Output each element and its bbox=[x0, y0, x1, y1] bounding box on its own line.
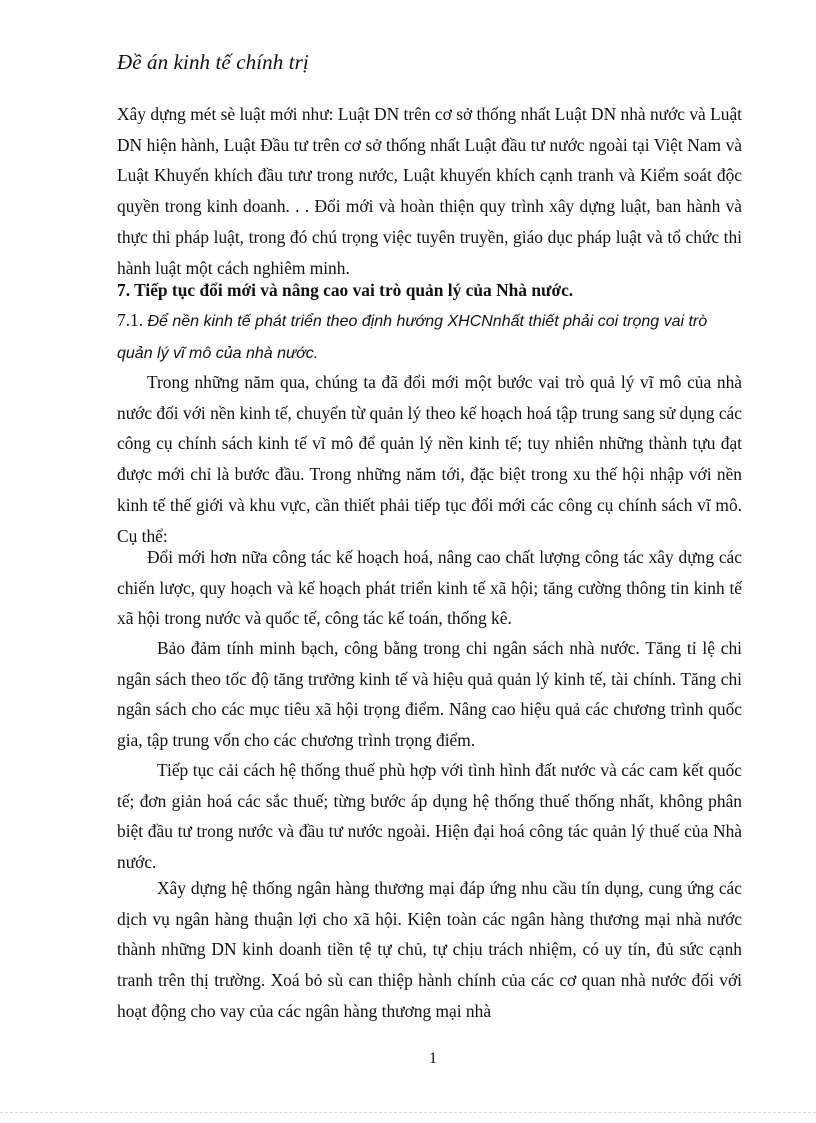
paragraph-2: Đổi mới hơn nữa công tác kế hoạch hoá, nâng cao chất lượng công tác xây dựng các chiến lược, quy hoạch và kế hoạch phát triển kinh tế xã hội; tăng cường thông tin kinh tế xã hội trong nước và quốc tế, công tác kế toán, thống kê. bbox=[117, 547, 742, 629]
paragraph-1: Trong những năm qua, chúng ta đã đổi mới một bước vai trò quả lý vĩ mô của nhà nước đối với nền kinh tế, chuyển từ quản lý theo kế hoạch hoá tập trung sang sử dụng các công cụ chính sách kinh tế vĩ mô để quản lý nền kinh tế; tuy nhiên những thành tựu đạt được mới chỉ là bước đầu. Trong những năm tới, đặc biệt trong xu thế hội nhập với nền kinh tế thế giới và khu vực, cần thiết phải tiếp tục đổi mới các công cụ chính sách vĩ mô. Cụ thể: bbox=[117, 372, 742, 546]
section-7-heading: 7. Tiếp tục đổi mới và nâng cao vai trò quản lý của Nhà nước. bbox=[117, 280, 574, 300]
page-header-title: Đề án kinh tế chính trị bbox=[117, 50, 309, 74]
subsection-7-1 bbox=[117, 305, 747, 369]
paragraph-3: Bảo đảm tính minh bạch, công bằng trong chi ngân sách nhà nước. Tăng tỉ lệ chi ngân sách theo tốc độ tăng trưởng kinh tế và hiệu quả quản lý kinh tế, tài chính. Tăng chi ngân sách cho các mục tiêu xã hội trọng điểm. Nâng cao hiệu quả các chương trình quốc gia, tập trung vốn cho các chương trình trọng điểm. bbox=[117, 638, 742, 751]
page-number: 1 bbox=[429, 1050, 437, 1067]
subsection-title: Để nền kinh tế phát triển theo định hướng XHCNnhất thiết phải coi trọng vai trò quản lý vĩ mô của nhà nước. bbox=[117, 313, 708, 362]
subsection-number: 7.1. bbox=[117, 310, 144, 330]
paragraph-4: Tiếp tục cải cách hệ thống thuế phù hợp với tình hình đất nước và các cam kết quốc tế; đơn giản hoá các sắc thuế; từng bước áp dụng hệ thống thuế thống nhất, không phân biệt đầu tư trong nước và đầu tư nước ngoài. Hiện đại hoá công tác quản lý thuế của Nhà nước. bbox=[117, 760, 742, 873]
page-bottom-divider bbox=[0, 1112, 816, 1113]
intro-paragraph: Xây dựng mét sè luật mới như: Luật DN trên cơ sở thống nhất Luật DN nhà nước và Luật DN hiện hành, Luật Đầu tư trên cơ sở thống nhất Luật đầu tư nước ngoài tại Việt Nam và Luật Khuyến khích đầu tưư trong nước, Luật khuyến khích cạnh tranh và Kiểm soát độc quyền trong kinh doanh. . . Đổi mới và hoàn thiện quy trình xây dựng luật, ban hành và thực thi pháp luật, trong đó chú trọng việc tuyên truyền, giáo dục pháp luật và tổ chức thi hành luật một cách nghiêm minh. bbox=[117, 104, 742, 278]
paragraph-5: Xây dựng hệ thống ngân hàng thương mại đáp ứng nhu cầu tín dụng, cung ứng các dịch vụ ngân hàng thuận lợi cho xã hội. Kiện toàn các ngân hàng thương mại nhà nước thành những DN kinh doanh tiền tệ tự chủ, tự chịu trách nhiệm, có uy tín, đủ sức cạnh tranh trên thị trường. Xoá bỏ sù can thiệp hành chính của các cơ quan nhà nước đối với hoạt động cho vay của các ngân hàng thương mại nhà bbox=[117, 878, 742, 1021]
